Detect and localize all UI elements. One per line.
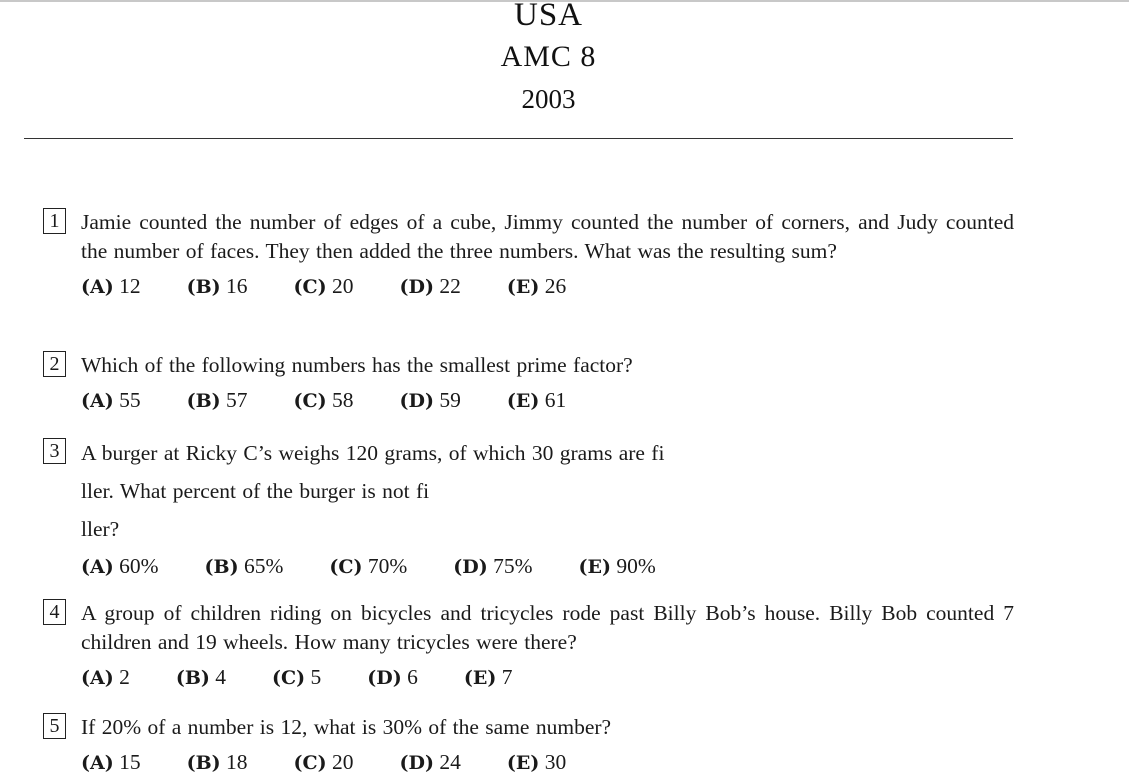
answer-choices	[81, 388, 1014, 413]
choice-value: 2	[119, 665, 130, 689]
choice-value: 5	[310, 665, 322, 689]
choice-label: (C)	[272, 667, 306, 689]
choice-b	[187, 750, 248, 775]
choice-c	[329, 554, 407, 579]
choice-label: (B)	[186, 276, 221, 298]
choice-value: 16	[226, 274, 248, 298]
choice-value: 55	[119, 388, 141, 412]
choice-b	[187, 274, 248, 299]
choice-value: 24	[439, 750, 461, 774]
problem-5	[43, 713, 1014, 775]
problem-3	[43, 434, 1014, 579]
problem-4	[43, 599, 1014, 690]
choice-label: (B)	[175, 667, 210, 689]
problem-number-box: 1	[43, 208, 66, 234]
choice-value: 22	[439, 274, 461, 298]
choice-label: (D)	[367, 667, 402, 689]
choice-label: (A)	[81, 390, 114, 412]
choice-value: 26	[544, 274, 567, 298]
choice-d	[400, 750, 461, 775]
choice-c	[272, 665, 321, 690]
contest-year: 2003	[521, 84, 576, 114]
choice-label: (A)	[81, 752, 114, 774]
choice-e	[464, 665, 513, 690]
choice-value: 65%	[243, 554, 284, 578]
choice-label: (D)	[453, 556, 488, 578]
header-rule	[24, 138, 1013, 139]
choice-value: 90%	[616, 554, 656, 578]
choice-c	[294, 750, 354, 775]
choice-e	[507, 388, 566, 413]
choice-c	[294, 388, 354, 413]
choice-label: (D)	[399, 752, 434, 774]
choice-value: 61	[544, 388, 567, 412]
answer-choices	[81, 274, 1014, 299]
choice-label: (D)	[399, 276, 434, 298]
choice-d	[453, 554, 532, 579]
problem-text: Which of the following numbers has the smallest prime factor?	[81, 353, 633, 377]
problem-text: A burger at Ricky C’s weighs 120 grams, of which 30 grams are fi ller. What percent of the burger is not fi ller?	[81, 441, 665, 541]
choice-e	[507, 274, 566, 299]
choice-value: 30	[544, 750, 567, 774]
choice-value: 57	[226, 388, 248, 412]
choice-label: (E)	[506, 276, 540, 298]
choice-label: (E)	[463, 667, 497, 689]
choice-a	[81, 554, 159, 579]
problem-text: Jamie counted the number of edges of a cube, Jimmy counted the number of corners, and Judy counted the number of faces. They then added the three numbers. What was the resulting sum?	[81, 210, 1014, 263]
contest-country: USA	[513, 0, 584, 33]
choice-d	[367, 665, 418, 690]
choice-label: (A)	[81, 556, 114, 578]
choice-label: (A)	[81, 667, 114, 689]
choice-value: 18	[226, 750, 248, 774]
choice-value: 20	[332, 274, 354, 298]
choice-a	[81, 388, 141, 413]
choice-value: 58	[332, 388, 354, 412]
choice-value: 12	[119, 274, 141, 298]
choice-a	[81, 665, 130, 690]
choice-value: 15	[119, 750, 141, 774]
choice-a	[81, 750, 141, 775]
choice-label: (B)	[186, 752, 221, 774]
choice-e	[579, 554, 656, 579]
choice-b	[205, 554, 284, 579]
choice-value: 6	[407, 665, 418, 689]
choice-label: (C)	[293, 752, 327, 774]
choice-label: (C)	[293, 276, 327, 298]
choice-d	[400, 388, 461, 413]
problem-number-box: 4	[43, 599, 66, 625]
choice-label: (C)	[329, 556, 363, 578]
choice-label: (E)	[506, 752, 540, 774]
choice-b	[176, 665, 226, 690]
choice-label: (A)	[81, 276, 114, 298]
choice-c	[294, 274, 354, 299]
choice-label: (D)	[399, 390, 434, 412]
choice-b	[187, 388, 248, 413]
choice-value: 70%	[367, 554, 408, 578]
problem-1	[43, 208, 1014, 299]
choice-label: (B)	[186, 390, 221, 412]
problem-text: If 20% of a number is 12, what is 30% of the same number?	[81, 715, 612, 739]
choice-value: 7	[501, 665, 513, 689]
choice-label: (B)	[204, 556, 239, 578]
choice-label: (C)	[293, 390, 327, 412]
choice-value: 60%	[119, 554, 159, 578]
choice-a	[81, 274, 141, 299]
problem-text: A group of children riding on bicycles and tricycles rode past Billy Bob’s house. Billy Bob counted 7 children and 19 wheels. How many tricycles were there?	[81, 601, 1014, 654]
answer-choices	[81, 665, 1014, 690]
choice-label: (E)	[506, 390, 540, 412]
choice-value: 75%	[493, 554, 533, 578]
choice-value: 4	[215, 665, 227, 689]
problem-number-box: 2	[43, 351, 66, 377]
choice-label: (E)	[578, 556, 612, 578]
choice-value: 20	[332, 750, 354, 774]
answer-choices	[81, 750, 1014, 775]
contest-name: AMC 8	[500, 40, 597, 73]
choice-e	[507, 750, 566, 775]
choice-d	[400, 274, 461, 299]
problem-number-box: 5	[43, 713, 66, 739]
problem-number-box: 3	[43, 438, 66, 464]
choice-value: 59	[439, 388, 461, 412]
problem-2	[43, 351, 1014, 413]
answer-choices	[81, 554, 1014, 579]
